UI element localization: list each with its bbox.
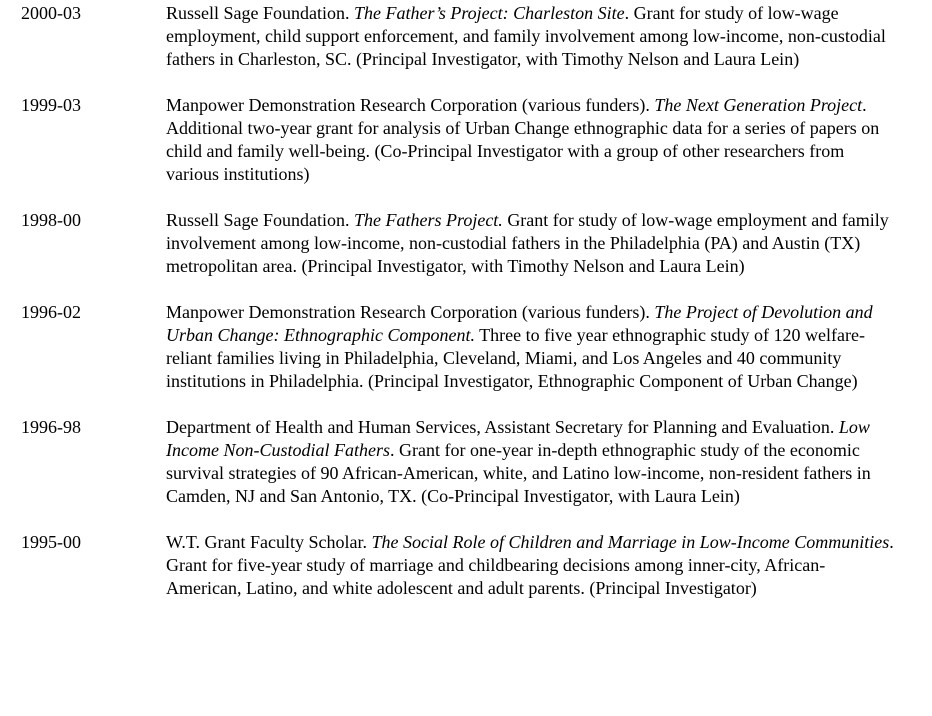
grant-details: . Grant for study of low-wage employment, child support enforcement, and family involvement among low-income, non-custodial fathers in Charleston, SC. (Principal Investigator, with Timothy Nelson and Laura Lein): [166, 3, 886, 69]
grant-years: 2000-03: [21, 3, 81, 23]
grant-project-title: The Father’s Project: Charleston Site: [354, 3, 625, 23]
grant-entry: [0, 531, 932, 600]
grant-description: [166, 2, 896, 71]
grant-years: 1998-00: [21, 210, 81, 230]
grant-project-title: The Fathers Project.: [354, 210, 503, 230]
grant-project-title: Low Income Non-Custodial Fathers: [166, 417, 870, 460]
grant-project-title: The Next Generation Project: [654, 95, 863, 115]
grant-project-title: The Project of Devolution and Urban Change: Ethnographic Component.: [166, 302, 873, 345]
grant-years: 1995-00: [21, 532, 81, 552]
grant-entry: [0, 209, 932, 278]
grant-entry: [0, 301, 932, 393]
grant-details: Three to five year ethnographic study of 120 welfare-reliant families living in Philadelphia, Cleveland, Miami, and Los Angeles and 40 community institutions in Philadelphia. (Principal Investigator, Ethnographic Component of Urban Change): [166, 325, 865, 391]
grant-details: Grant for study of low-wage employment and family involvement among low-income, non-custodial fathers in the Philadelphia (PA) and Austin (TX) metropolitan area. (Principal Investigator, with Timothy Nelson and Laura Lein): [166, 210, 889, 276]
grant-entry: [0, 94, 932, 186]
grant-details: . Grant for five-year study of marriage and childbearing decisions among inner-city, African-American, Latino, and white adolescent and adult parents. (Principal Investigator): [166, 532, 894, 598]
grant-description: [166, 94, 896, 186]
grants-list: [0, 2, 932, 623]
grant-description: [166, 531, 896, 600]
grant-entry: [0, 2, 932, 71]
grant-funder: Manpower Demonstration Research Corporation (various funders).: [166, 302, 655, 322]
grant-funder: W.T. Grant Faculty Scholar.: [166, 532, 372, 552]
grant-project-title: The Social Role of Children and Marriage in Low-Income Communities: [371, 532, 890, 552]
grant-years: 1996-98: [21, 417, 81, 437]
grant-description: [166, 301, 896, 393]
grant-years: 1999-03: [21, 95, 81, 115]
grant-details: . Additional two-year grant for analysis of Urban Change ethnographic data for a series of papers on child and family well-being. (Co-Principal Investigator with a group of other researchers from various institutions): [166, 95, 880, 184]
grant-funder: Department of Health and Human Services, Assistant Secretary for Planning and Evaluation.: [166, 417, 839, 437]
grant-funder: Russell Sage Foundation.: [166, 3, 354, 23]
grant-description: [166, 416, 896, 508]
grant-description: [166, 209, 896, 278]
grant-entry: [0, 416, 932, 508]
grant-years: 1996-02: [21, 302, 81, 322]
grant-funder: Manpower Demonstration Research Corporation (various funders).: [166, 95, 655, 115]
grant-funder: Russell Sage Foundation.: [166, 210, 354, 230]
grant-details: . Grant for one-year in-depth ethnographic study of the economic survival strategies of 90 African-American, white, and Latino low-income, non-resident fathers in Camden, NJ and San Antonio, TX. (Co-Principal Investigator, with Laura Lein): [166, 440, 871, 506]
